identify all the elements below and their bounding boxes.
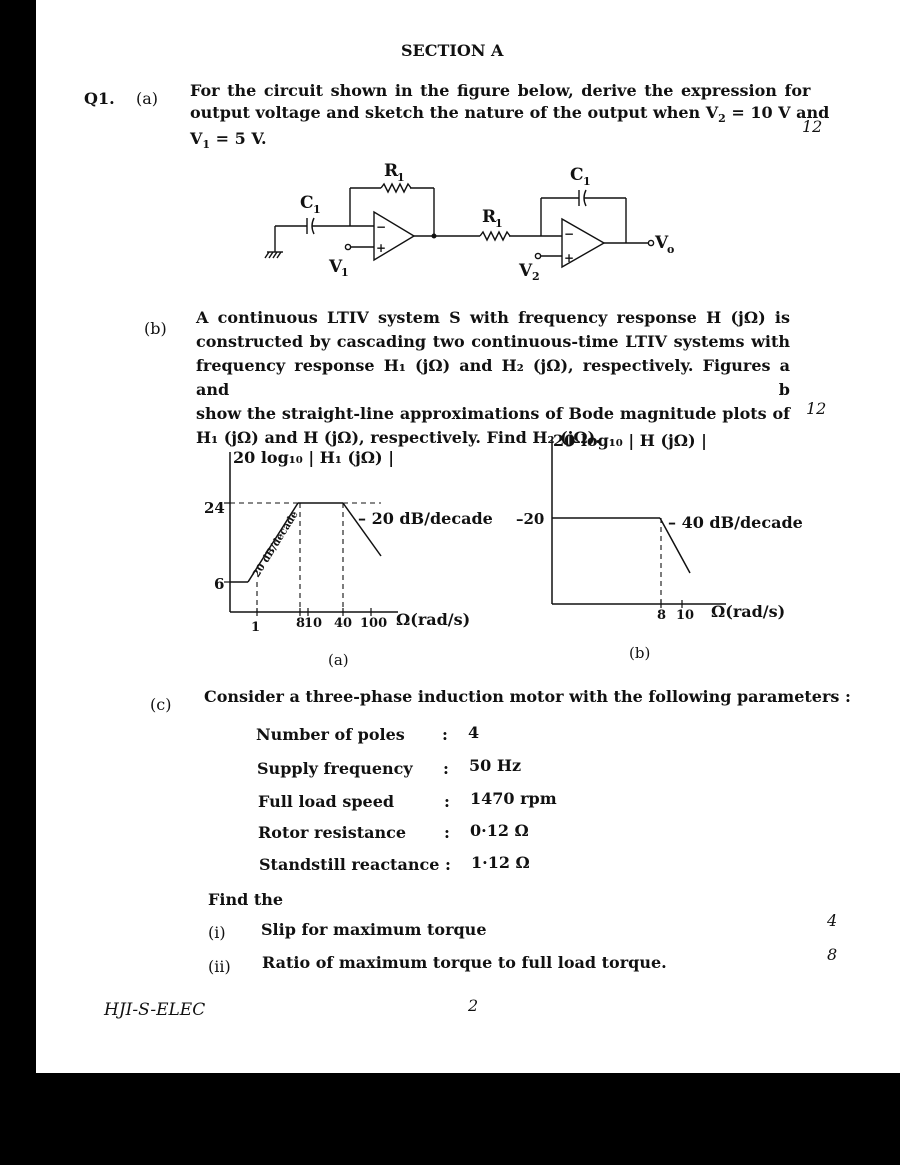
r1-top-label: R: [384, 161, 399, 181]
footer-code: HJI-S-ELEC: [104, 1000, 206, 1020]
part-b-label: (b): [144, 319, 167, 338]
param-value-3: 0·12 Ω: [470, 821, 529, 840]
part-a-line2-end: = 10 V and: [725, 103, 830, 122]
opamp2-plus: +: [564, 251, 575, 265]
plot-a-xtick-1: 1: [251, 620, 261, 635]
plot-b-slope-down: – 40 dB/decade: [668, 513, 803, 532]
subpart-i-label: (i): [208, 923, 226, 942]
v1-sub: 1: [341, 266, 349, 279]
subpart-i-marks: 4: [827, 911, 838, 930]
plot-a-slope-up: 20 dB/decade: [251, 509, 301, 580]
part-a-marks: 12: [802, 117, 823, 136]
param-value-1: 50 Hz: [469, 756, 522, 775]
plot-a-ylabel: 20 log₁₀ | H₁ (jΩ) |: [233, 448, 395, 467]
opamp2-minus: −: [564, 227, 575, 241]
plot-a-caption: (a): [328, 651, 349, 669]
param-colon-4: :: [445, 855, 451, 874]
part-b-line-3: frequency response H₁ (jΩ) and H₂ (jΩ), respectively. Figures a and b: [196, 356, 790, 399]
footer-page-number: 2: [468, 996, 479, 1015]
param-name-1: Supply frequency: [257, 759, 413, 778]
plot-b-ylabel: 20 log₁₀ | H (jΩ) |: [553, 431, 707, 450]
plot-a-xtick-10: 10: [304, 616, 323, 631]
plot-b-y-level: –20: [516, 510, 545, 528]
part-b-line-2: constructed by cascading two continuous-time LTIV systems with: [196, 332, 790, 351]
subpart-ii-marks: 8: [827, 945, 838, 964]
param-colon-3: :: [444, 823, 450, 842]
param-name-4: Standstill reactance: [259, 855, 440, 874]
opamp1-minus: −: [376, 220, 387, 234]
plot-b-xtick-8: 8: [657, 608, 667, 623]
v1-label: V: [329, 257, 343, 277]
part-a-line3-end: = 5 V.: [210, 129, 267, 148]
subpart-ii-text: Ratio of maximum torque to full load torque.: [262, 953, 667, 972]
part-b-line-4: show the straight-line approximations of Bode magnitude plots of: [196, 404, 790, 423]
part-b-line-1: A continuous LTIV system S with frequency response H (jΩ) is: [196, 308, 790, 327]
part-b-line-5: H₁ (jΩ) and H (jΩ), respectively. Find H₂ (jΩ).: [196, 428, 601, 447]
c1-right-sub: 1: [583, 175, 591, 188]
param-colon-1: :: [443, 759, 449, 778]
plot-b-caption: (b): [629, 644, 651, 662]
part-a-line3-main: V: [190, 129, 203, 148]
r1-mid-label: R: [482, 207, 497, 227]
vo-label: V: [655, 233, 669, 253]
plot-a-xtick-8: 8: [296, 616, 306, 631]
bode-plot-b: [36, 0, 900, 680]
part-a-line2-sub: 2: [718, 112, 726, 126]
plot-a-y6: 6: [214, 575, 225, 593]
plot-a-xunit: Ω(rad/s): [396, 610, 471, 629]
opamp1-plus: +: [376, 241, 387, 255]
plot-a-xtick-40: 40: [334, 616, 353, 631]
param-name-0: Number of poles: [256, 725, 405, 744]
part-a-label: (a): [136, 89, 159, 108]
v2-sub: 2: [532, 270, 540, 283]
question-number: Q1.: [84, 89, 115, 108]
c1-left-label: C: [300, 193, 314, 213]
exam-page: [36, 0, 900, 1073]
param-name-3: Rotor resistance: [258, 823, 407, 842]
part-b-marks: 12: [806, 399, 827, 418]
vo-sub: o: [667, 243, 675, 256]
part-a-line2-main: output voltage and sketch the nature of the output when V: [190, 103, 719, 122]
find-the: Find the: [208, 890, 284, 909]
r1-top-sub: 1: [397, 171, 405, 184]
plot-b-xtick-10: 10: [676, 608, 695, 623]
plot-a-y24: 24: [204, 499, 225, 517]
plot-a-slope-down: – 20 dB/decade: [358, 509, 493, 528]
part-a-line3-sub: 1: [202, 138, 211, 152]
subpart-ii-label: (ii): [208, 957, 231, 976]
plot-b-xunit: Ω(rad/s): [711, 602, 786, 621]
section-title: SECTION A: [401, 41, 504, 60]
c1-right-label: C: [570, 165, 584, 185]
param-value-4: 1·12 Ω: [471, 853, 530, 872]
part-c-intro: Consider a three-phase induction motor with the following parameters :: [204, 687, 851, 706]
subpart-i-text: Slip for maximum torque: [261, 920, 487, 939]
v2-label: V: [519, 261, 533, 281]
part-a-text-line1: For the circuit shown in the figure below, derive the expression for: [190, 81, 811, 100]
param-value-0: 4: [468, 723, 480, 742]
param-name-2: Full load speed: [258, 792, 395, 811]
c1-left-sub: 1: [313, 203, 321, 216]
part-c-label: (c): [150, 695, 172, 714]
param-colon-0: :: [442, 725, 448, 744]
param-colon-2: :: [444, 792, 450, 811]
r1-mid-sub: 1: [495, 217, 503, 230]
plot-a-xtick-100: 100: [360, 616, 388, 631]
param-value-2: 1470 rpm: [470, 789, 557, 808]
